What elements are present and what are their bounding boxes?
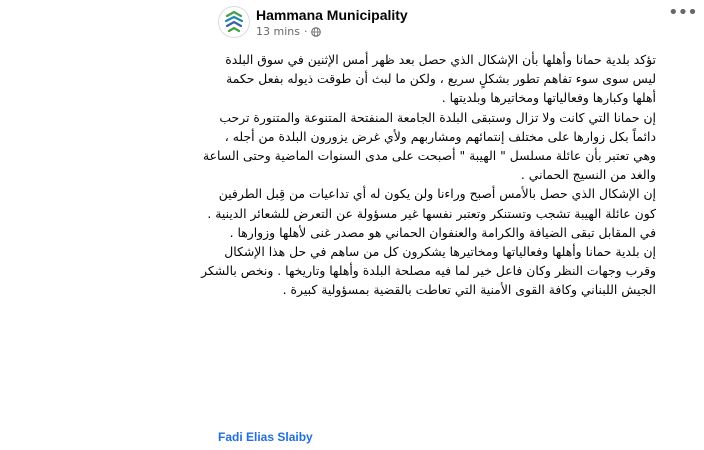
author-link[interactable]: Fadi Elias Slaiby xyxy=(218,430,313,444)
page-avatar[interactable] xyxy=(218,6,250,38)
post-time[interactable]: 13 mins xyxy=(256,25,300,38)
post-paragraph-4: إن بلدية حمانا وأهلها وفعالياتها ومخاتيرها يشكرون كل من ساهم في حل هذا الإشكال وقرب وجهات النظر وكان فاعل خير لما فيه مصلحة البلدة وأهلها وتاريخها . ونخص بالشكر الجيش اللبناني وكافة القوى الأمنية التي تعاطت بالقضية بمسؤولية كبيرة . xyxy=(201,244,656,298)
post-text xyxy=(200,50,656,300)
post-paragraph-2: إن حمانا التي كانت ولا تزال وستبقى البلدة الجامعة المنفتحة المتنوعة والمتنورة ترحب دائماً بكل زوارها على مختلف إنتمائهم ومشاربهم ولأي غرض يزورون البلدة من أجله ، وهي تعتبر بأن عائلة مسلسل " الهيبة " أصبحت على مدى السنوات الماضية وحتى الساعة والغد من النسيج الحماني . xyxy=(203,109,656,183)
post-header xyxy=(218,2,697,42)
more-options-icon[interactable]: ••• xyxy=(668,2,697,23)
post-paragraph-3: إن الإشكال الذي حصل بالأمس أصبح وراءنا ولن يكون له أي تداعيات من قِبل الطرفين كون عائلة الهيبة تشجب وتستنكر وتعتبر نفسها غير مسؤولة عن التعرض للشعائر الدينية . في المقابل تبقى الضيافة والكرامة والعنفوان الحماني هو مصدر غنى لأهلها وزوارها . xyxy=(207,186,656,240)
municipality-logo-icon xyxy=(219,7,249,37)
meta-separator: · xyxy=(303,25,308,38)
page-name-link[interactable]: Hammana Municipality xyxy=(256,7,408,23)
globe-icon xyxy=(311,27,321,37)
post-meta xyxy=(256,25,321,38)
post-paragraph-1: تؤكد بلدية حمانا وأهلها بأن الإشكال الذي حصل بعد ظهر أمس الإثنين في سوق البلدة ليس سوى سوء تفاهم تطور بشكلٍ سريع ، ولكن ما لبث أن طوقت ذيوله بفعل حكمة أهلها وكبارها وفعالياتها ومخاتيرها وبلديتها . xyxy=(225,52,656,106)
